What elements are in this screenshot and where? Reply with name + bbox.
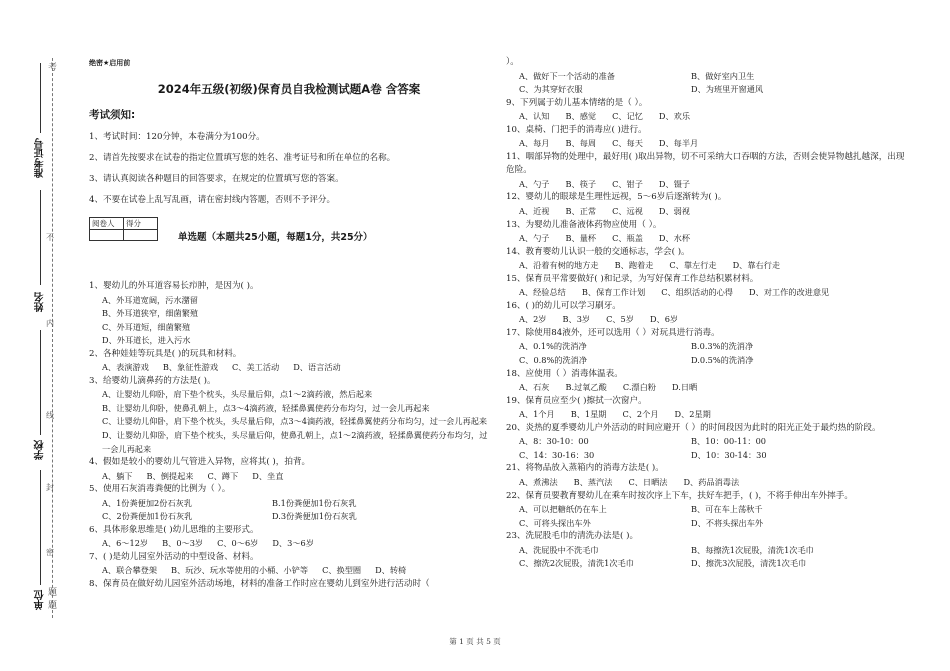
answer-option: C、外耳道短，细菌繁殖	[102, 321, 191, 332]
answer-options	[506, 110, 906, 124]
answer-option: A、1个月	[519, 409, 555, 420]
answer-options	[506, 340, 906, 367]
answer-options	[506, 435, 906, 462]
answer-options	[506, 70, 906, 97]
answer-option: C、擦洗2次屁股，清洗1次毛巾	[519, 558, 634, 569]
answer-option: B、保育工作计划	[581, 287, 646, 298]
margin-blank-line	[40, 63, 41, 133]
page-footer: 第 1 页 共 5 页	[449, 637, 501, 646]
margin-blank-line	[40, 190, 41, 285]
score-table-cell[interactable]	[124, 230, 158, 241]
answer-option: C、2个月	[622, 409, 659, 420]
answer-option: A、外耳道宽阔，污水潴留	[102, 294, 198, 305]
answer-options	[506, 503, 906, 530]
question-text: 16、( )的幼儿可以学习刷牙。	[506, 300, 621, 311]
answer-options	[506, 137, 906, 151]
answer-option: C、瓶盖	[612, 233, 643, 244]
answer-option: B、蒸汽法	[573, 476, 613, 487]
answer-option: A、1份粪便加2份石灰乳	[102, 497, 193, 508]
answer-option: A、沿着有树的地方走	[519, 260, 599, 271]
answer-option: C、0～6岁	[217, 538, 259, 549]
answer-option: A、石灰	[519, 382, 550, 393]
answer-option: B、3岁	[562, 314, 591, 325]
answer-option: D、擦洗3次屁股，清洗1次毛巾	[691, 558, 807, 569]
question-text: 21、将物品放入蒸箱内的消毒方法是( )。	[506, 463, 664, 474]
binding-margin	[0, 0, 82, 671]
answer-option: D、弱视	[658, 206, 691, 217]
answer-option: D、水杯	[658, 233, 691, 244]
answer-option: C、让婴幼儿仰卧，肩下垫个枕头，头尽量后仰，点3～4滴药液，轻揉鼻翼使药分布均匀，过一会儿再起来	[102, 416, 488, 427]
margin-blank-line	[40, 470, 41, 585]
answer-option: D、2星期	[674, 409, 711, 420]
answer-option: C、日晒法	[628, 476, 668, 487]
answer-option: B、做好室内卫生	[691, 70, 755, 81]
answer-option: B.1份粪便加1份石灰乳	[272, 497, 357, 508]
margin-blank-line	[40, 330, 41, 435]
answer-option: B、每擦洗1次屁股，清洗1次毛巾	[691, 544, 814, 555]
answer-option: A、勺子	[519, 233, 550, 244]
answer-option: C、14：30-16：30	[519, 449, 595, 460]
answer-options	[89, 361, 489, 375]
answer-option: A、躺下	[102, 470, 133, 481]
answer-option: A、表演游戏	[102, 362, 149, 373]
answer-option: B、跑着走	[614, 260, 654, 271]
score-table-header: 阅卷人	[90, 218, 124, 230]
cut-mark: 不	[46, 233, 54, 242]
answer-option: D、让婴幼儿仰卧，肩下垫个枕头，头尽量后仰，使鼻孔朝上，点1～2滴药液，轻揉鼻翼使药分布均匀，过一会儿再起来	[102, 430, 488, 454]
answer-option: A、经验总结	[519, 287, 566, 298]
answer-options	[506, 381, 906, 395]
answer-option: D、对工作的改进意见	[748, 287, 830, 298]
answer-option: B、感觉	[565, 111, 597, 122]
answer-option: A、每月	[519, 138, 550, 149]
question-text: 10、桌椅、门把手的消毒应( )进行。	[506, 124, 647, 135]
question-text: 23、洗屁股毛巾的清洗办法是( )。	[506, 531, 639, 542]
question-text: 6、具体形象思维是( )幼儿思维的主要形式。	[89, 524, 259, 535]
answer-option: B、量杯	[565, 233, 597, 244]
answer-option: D、镊子	[658, 178, 691, 189]
answer-option: A、让婴幼儿仰卧，肩下垫个枕头，头尽量后仰，点1～2滴药液，然后起来	[102, 389, 373, 400]
answer-option: C、0.8%的洗消净	[519, 355, 588, 366]
answer-option: D.3份粪便加1份石灰乳	[272, 511, 357, 522]
answer-option: D、10：30-14：30	[691, 449, 767, 460]
question-text: 2、各种娃娃等玩具是( )的玩具和材料。	[89, 348, 242, 359]
answer-options	[506, 476, 906, 490]
answer-option: D、外耳道长，进入污水	[102, 335, 191, 346]
answer-option: B.0.3%的洗消净	[691, 341, 754, 352]
margin-tag: 題	[48, 588, 58, 598]
question-text: 13、为婴幼儿准备液体药物应使用（ ）。	[506, 219, 662, 230]
answer-option: D、欢乐	[658, 111, 691, 122]
notice-item: 2、请首先按要求在试卷的指定位置填写您的姓名、准考证号和所在单位的名称。	[89, 153, 396, 163]
answer-option: B、可在车上荡秋千	[691, 504, 763, 515]
question-text: 4、假如是较小的婴幼儿气管进入异物，应将其( )，拍背。	[89, 457, 311, 468]
answer-option: C、蹲下	[207, 470, 239, 481]
question-text: 11、咽部异物的处理中，最好用( )取出异物，切不可采纳大口吞咽的方法，否则会使异物越扎越深，出现危险。	[506, 151, 905, 176]
answer-option: A、近视	[519, 206, 550, 217]
notice-item: 1、考试时间：120分钟，本卷满分为100分。	[89, 132, 265, 142]
answer-option: C、靠左行走	[669, 260, 717, 271]
score-area	[89, 215, 489, 243]
question-text: 22、保育员要教育婴幼儿在乘车时按次序上下车，扶好车把手，( )，不将手伸出车外摔手。	[506, 490, 853, 501]
answer-option: D、6岁	[649, 314, 679, 325]
answer-option: D、药品消毒法	[683, 476, 740, 487]
score-table-cell[interactable]	[90, 230, 124, 241]
score-table	[89, 217, 158, 241]
notice-heading: 考试须知:	[89, 109, 136, 121]
answer-option: B、筷子	[565, 178, 597, 189]
answer-options	[506, 205, 906, 219]
margin-field-school: 学校	[35, 440, 46, 460]
answer-option: C、每天	[612, 138, 643, 149]
left-question-list	[89, 280, 489, 592]
question-text: 8、保育员在做好幼儿园室外活动场地，材料的准备工作时应在婴幼儿到室外进行活动时（	[89, 579, 430, 590]
question-text: 9、下列属于幼儿基本情绪的是（ ）。	[506, 97, 648, 108]
answer-options	[506, 544, 906, 571]
answer-option: B、外耳道狭窄，细菌繁殖	[102, 308, 199, 319]
notice-item: 4、不要在试卷上乱写乱画，请在密封线内答题，否则不予评分。	[89, 195, 336, 205]
question-text: 14、教育婴幼儿认识一般的交通标志，学会( )。	[506, 246, 690, 257]
answer-option: D、不将头探出车外	[691, 517, 764, 528]
question-text: 18、应使用（ ）消毒体温表。	[506, 368, 623, 379]
answer-option: D.0.5%的洗消净	[691, 355, 754, 366]
answer-option: A、勺子	[519, 178, 550, 189]
answer-option: D、语言活动	[293, 362, 341, 373]
answer-option: A、0.1%的洗消净	[519, 341, 587, 352]
margin-field-name: 姓名	[35, 292, 46, 312]
right-question-list	[506, 56, 906, 571]
answer-option: D、转椅	[375, 565, 407, 576]
cut-mark: 密	[46, 548, 54, 557]
answer-option: A、联合攀登架	[102, 565, 158, 576]
answer-option: A、可以把糖纸仍在车上	[519, 504, 607, 515]
answer-option: D、坐直	[252, 470, 284, 481]
answer-option: D、每半月	[658, 138, 699, 149]
page-title: 2024年五级(初级)保育员自我检测试题A卷 含答案	[157, 82, 421, 96]
answer-option: B、玩沙、玩水等使用的小桶、小铲等	[171, 565, 309, 576]
answer-option: C、美工活动	[232, 362, 280, 373]
question-text: 1、婴幼儿的外耳道容易长疖肿，是因为( )。	[89, 281, 259, 291]
answer-option: B、让婴幼儿仰卧，使鼻孔朝上，点3～4滴药液，轻揉鼻翼使药分布均匀，过一会儿再起来	[102, 402, 430, 413]
question-text: 19、保育员应至少( )擦拭一次窗户。	[506, 395, 647, 406]
answer-option: C.漂白粉	[622, 382, 656, 393]
answer-option: B、0～3岁	[162, 538, 204, 549]
answer-options	[506, 408, 906, 422]
answer-options	[506, 259, 906, 273]
answer-option: A、认知	[519, 111, 550, 122]
seal-line	[52, 58, 53, 618]
answer-option: C、为其穿好衣服	[519, 84, 583, 95]
answer-option: A、8：30-10：00	[519, 436, 589, 447]
answer-option: D、3～6岁	[272, 538, 314, 549]
question-text: 17、除使用84液外，还可以选用（ ）对玩具进行消毒。	[506, 327, 720, 338]
question-text: 15、保育员平常要做好( )和记录，为写好保育工作总结积累材料。	[506, 273, 759, 284]
answer-option: B、象征性游戏	[162, 362, 219, 373]
answer-option: B、1星期	[570, 409, 607, 420]
answer-options	[506, 232, 906, 246]
notice-item: 3、请认真阅读各种题目的回答要求，在规定的位置填写您的答案。	[89, 174, 344, 184]
answer-option: C、远视	[612, 206, 643, 217]
answer-option: B、每周	[565, 138, 597, 149]
answer-option: A、洗屁股中不洗毛巾	[519, 544, 599, 555]
answer-option: A、煮沸法	[519, 476, 558, 487]
cut-mark: 封	[46, 483, 54, 492]
section-title: 单选题（本题共25小题，每题1分，共25分）	[178, 232, 373, 243]
cut-mark: 内	[46, 319, 54, 328]
question-text: 5、使用石灰消毒粪便的比例为（ ）。	[89, 484, 231, 495]
answer-option: A、6～12岁	[102, 538, 149, 549]
answer-option: C、记忆	[612, 111, 643, 122]
margin-tag: 題	[48, 601, 58, 611]
answer-option: C、可将头探出车外	[519, 517, 591, 528]
secret-mark: 绝密★启用前	[89, 59, 131, 67]
score-table-header: 得分	[124, 218, 158, 230]
question-text: 3、给婴幼儿滴鼻药的方法是( )。	[89, 375, 216, 386]
question-text: 7、( )是幼儿园室外活动的中型设备、材料。	[89, 551, 259, 562]
left-column	[89, 58, 489, 592]
answer-option: D.日晒	[672, 382, 698, 393]
answer-options	[89, 564, 489, 578]
answer-options	[89, 470, 489, 484]
answer-option: D、靠右行走	[732, 260, 781, 271]
answer-option: B.过氧乙酸	[565, 382, 607, 393]
answer-option: B、倒提起来	[146, 470, 194, 481]
answer-option: A、做好下一个活动的准备	[519, 70, 615, 81]
answer-option: A、2岁	[519, 314, 547, 325]
answer-options	[89, 537, 489, 551]
margin-tag: 考	[48, 63, 58, 73]
answer-options	[506, 286, 906, 300]
answer-options	[506, 178, 906, 192]
answer-option: C、组织活动的心得	[661, 287, 733, 298]
answer-option: C、2份粪便加1份石灰乳	[102, 511, 193, 522]
answer-options	[506, 313, 906, 327]
answer-option: D、为班里开窗通风	[691, 84, 764, 95]
answer-option: C、5岁	[606, 314, 634, 325]
answer-option: B、10：00-11：00	[691, 436, 767, 447]
question-text: 12、婴幼儿的眼球是生理性远视，5～6岁后逐渐转为( )。	[506, 192, 727, 203]
cut-mark: 线	[46, 411, 54, 420]
answer-options	[89, 497, 489, 524]
question-text: ）。	[506, 57, 519, 67]
answer-option: C、钳子	[612, 178, 643, 189]
answer-option: B、正常	[565, 206, 597, 217]
question-text: 20、炎热的夏季婴幼儿户外活动的时间应避开（ ）的时间段因为此时的阳光正处于最灼热的阶段。	[506, 422, 881, 433]
margin-field-exam-id: 准考证号	[35, 138, 46, 178]
answer-option: C、换型圈	[322, 565, 362, 576]
margin-field-unit: 单位	[35, 590, 46, 610]
